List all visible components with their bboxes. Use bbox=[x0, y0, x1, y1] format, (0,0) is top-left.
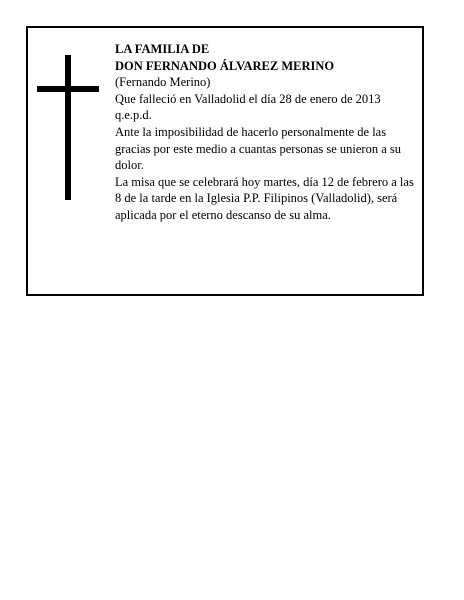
obituary-notice bbox=[26, 26, 424, 296]
death-date-line: Que falleció en Valladolid el día 28 de enero de 2013 bbox=[115, 91, 381, 106]
deceased-name: DON FERNANDO ÁLVAREZ MERINO bbox=[115, 58, 335, 73]
mass-paragraph: La misa que se celebrará hoy martes, día 12 de febrero a las 8 de la tarde en la Iglesia P.P. Filipinos (Valladolid), será aplicada por el eterno descanso de su alma. bbox=[115, 174, 414, 222]
deceased-nickname: (Fernando Merino) bbox=[115, 75, 211, 90]
cross-horizontal-bar bbox=[37, 86, 99, 92]
family-line: LA FAMILIA DE bbox=[115, 42, 210, 56]
thanks-paragraph: Ante la imposibilidad de hacerlo personalmente de las gracias por este medio a cuantas personas se unieron a su dolor. bbox=[115, 124, 402, 173]
cross-icon bbox=[37, 55, 99, 200]
cross-vertical-bar bbox=[65, 55, 71, 200]
qepd-line: q.e.p.d. bbox=[115, 108, 152, 123]
notice-text bbox=[115, 41, 423, 224]
